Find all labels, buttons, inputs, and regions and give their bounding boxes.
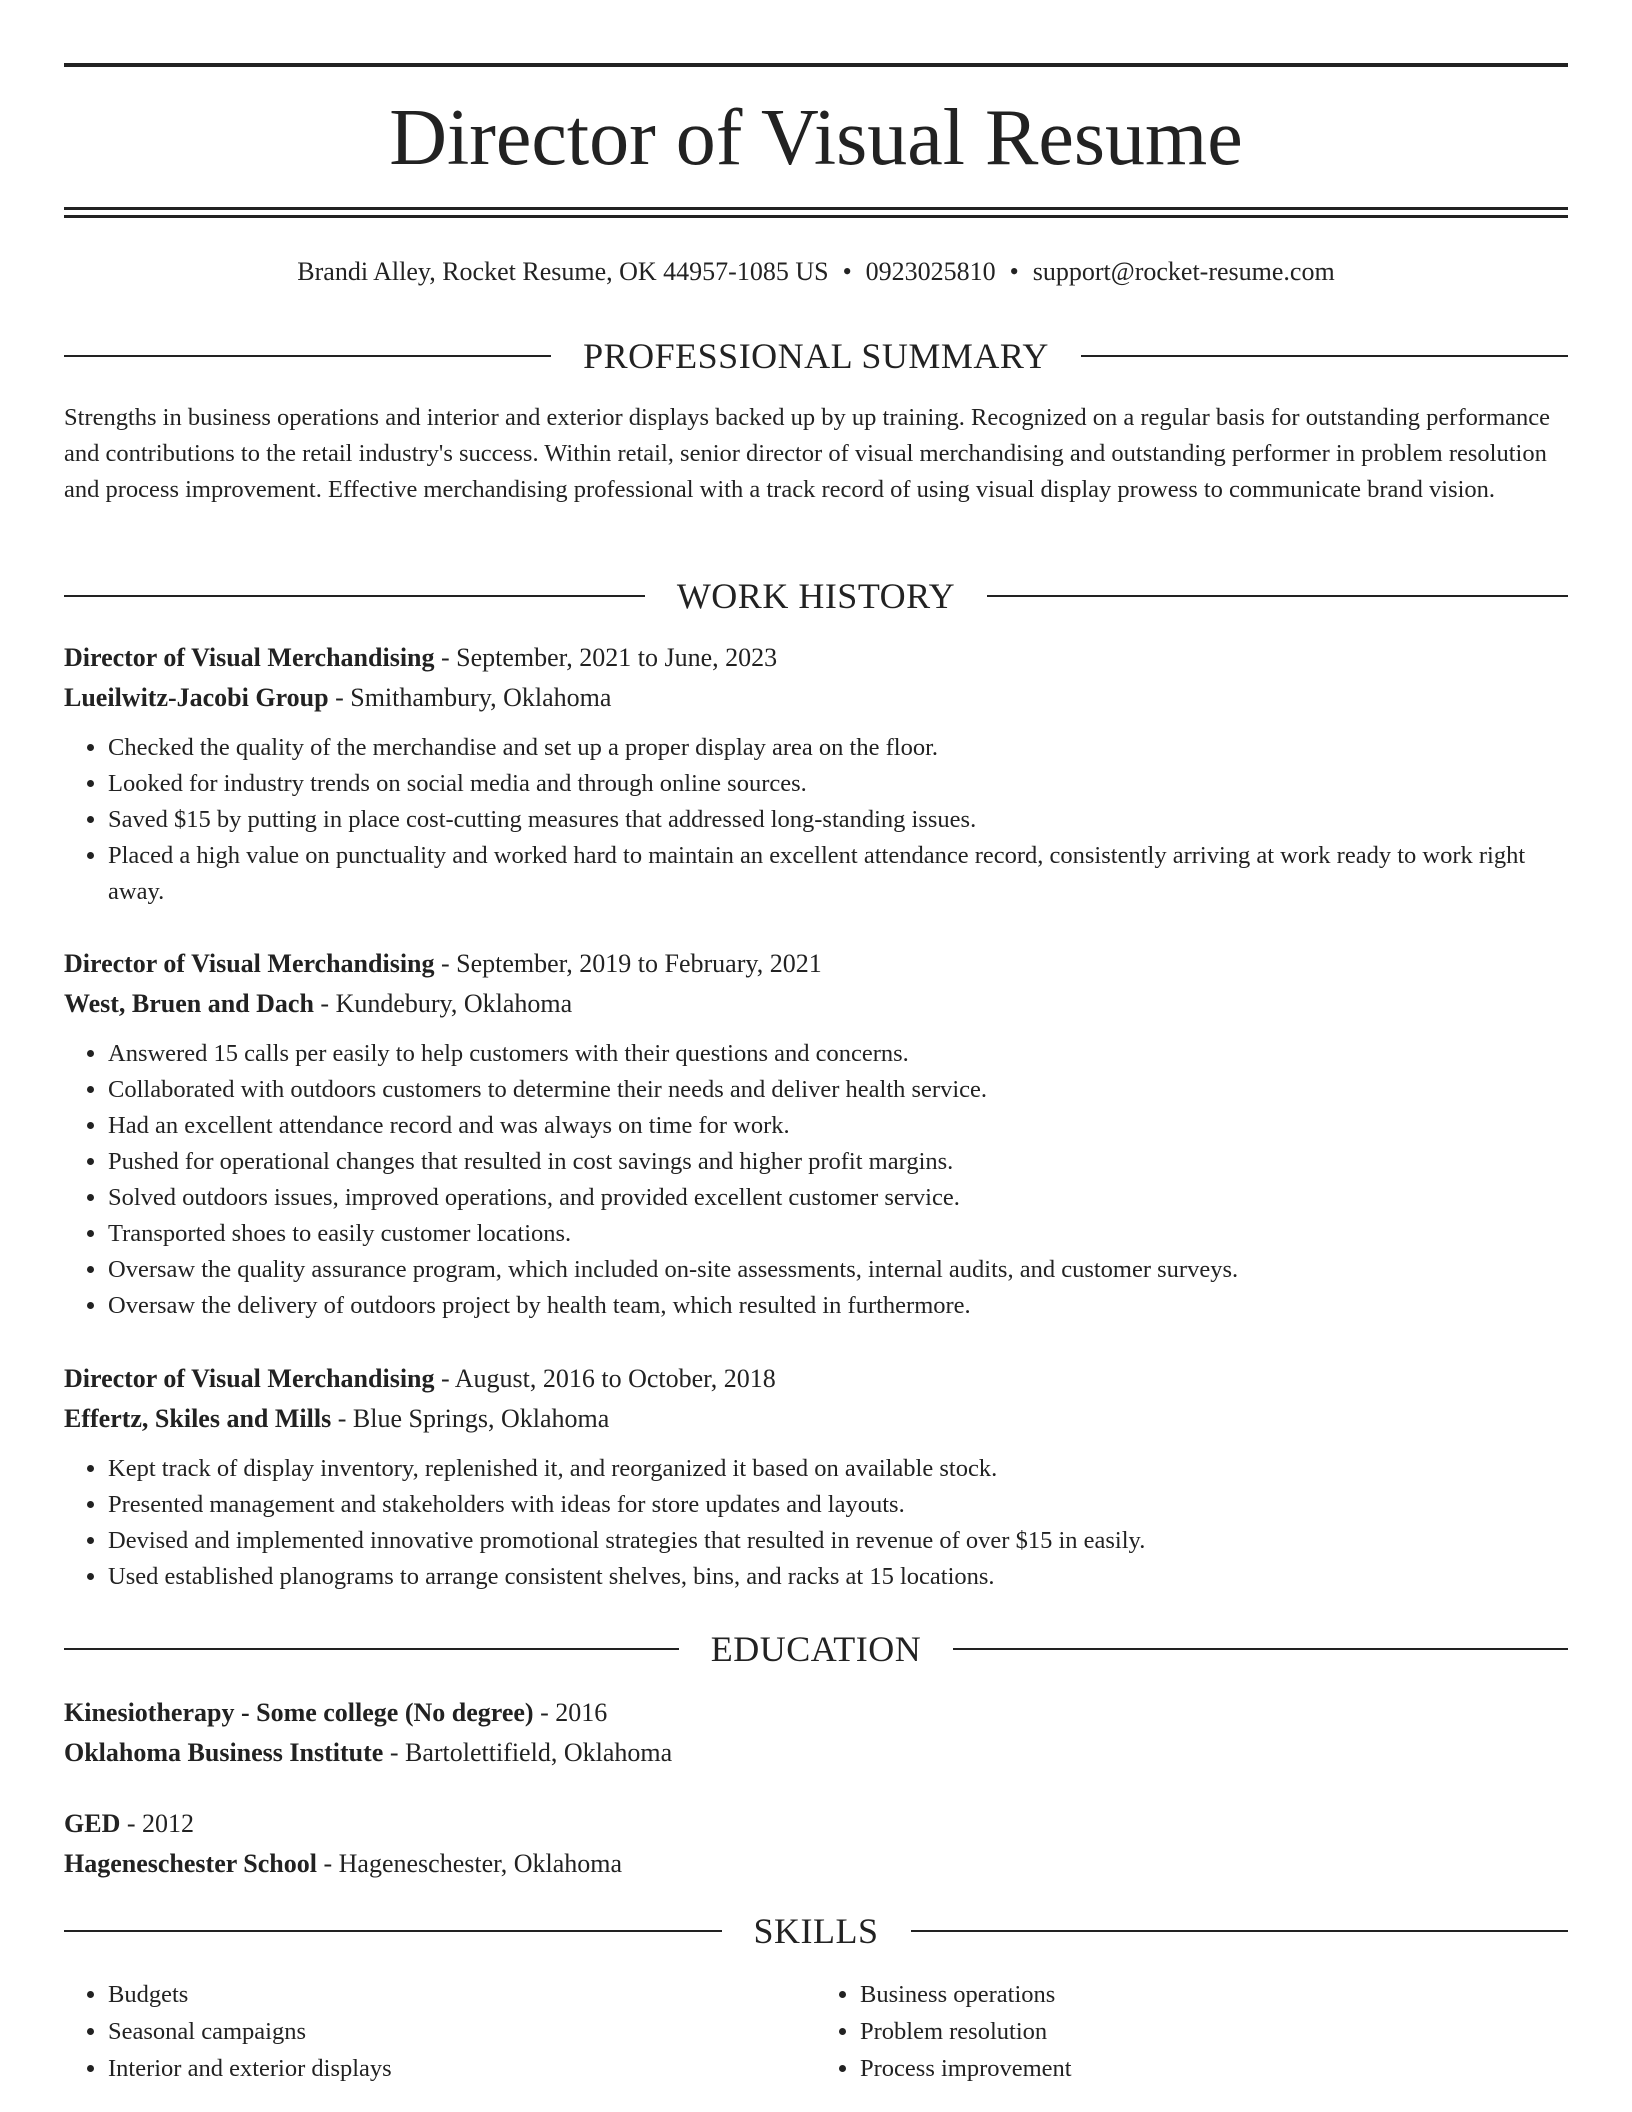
- education-year: - 2012: [120, 1809, 195, 1838]
- list-item: • Had an excellent attendance record and was always on time for work.: [108, 1108, 1568, 1144]
- section-heading-skills: [64, 1909, 1568, 1953]
- job-dates: - September, 2019 to February, 2021: [434, 949, 822, 978]
- education-entry: [64, 1693, 1568, 1773]
- heading-rule: [953, 1648, 1568, 1650]
- job-title: Director of Visual Merchandising: [64, 643, 435, 672]
- title-rule-lower: [64, 215, 1568, 218]
- summary-paragraph: Strengths in business operations and interior and exterior displays backed up by up training. Recognized on a regular basis for outstanding performance and contributions to the retail industry's success. Within retail, senior director of visual merchandising and outstanding performer in problem resolution and process improvement. Effective merchandising professional with a track record of using visual display prowess to communicate brand vision.: [64, 404, 1550, 503]
- list-item: • Process improvement: [860, 2050, 1568, 2087]
- job-title: Director of Visual Merchandising: [64, 949, 435, 978]
- skills-column-right: [816, 1976, 1568, 2087]
- job-location: - Blue Springs, Oklahoma: [331, 1404, 610, 1433]
- job-bullets: [64, 730, 1568, 910]
- education-school-line: [64, 1844, 1568, 1884]
- list-item: • Kept track of display inventory, replenished it, and reorganized it based on available stock.: [108, 1451, 1568, 1487]
- job-company-line: [64, 678, 1568, 718]
- section-heading-summary: [64, 334, 1568, 378]
- job-company: Effertz, Skiles and Mills: [64, 1404, 332, 1433]
- contact-phone: 0923025810: [865, 257, 996, 286]
- job-company-line: [64, 1399, 1568, 1439]
- list-item: • Transported shoes to easily customer locations.: [108, 1216, 1568, 1252]
- section-heading-work-history: [64, 574, 1568, 618]
- list-item: • Checked the quality of the merchandise and set up a proper display area on the floor.: [108, 730, 1568, 766]
- heading-rule: [987, 595, 1568, 597]
- job-dates: - September, 2021 to June, 2023: [434, 643, 778, 672]
- list-item: • Answered 15 calls per easily to help customers with their questions and concerns.: [108, 1036, 1568, 1072]
- education-degree: Kinesiotherapy - Some college (No degree): [64, 1698, 534, 1727]
- top-rule: [64, 63, 1568, 67]
- title-rule-upper: [64, 207, 1568, 210]
- job-company-line: [64, 984, 1568, 1024]
- list-item: • Used established planograms to arrange consistent shelves, bins, and racks at 15 locations.: [108, 1559, 1568, 1595]
- resume-title: Director of Visual Resume: [389, 94, 1243, 182]
- list-item: • Devised and implemented innovative promotional strategies that resulted in revenue of over $15 in easily.: [108, 1523, 1568, 1559]
- job-bullets: [64, 1036, 1568, 1324]
- list-item: • Oversaw the delivery of outdoors project by health team, which resulted in furthermore.: [108, 1288, 1568, 1324]
- job-company: West, Bruen and Dach: [64, 989, 314, 1018]
- list-item: • Solved outdoors issues, improved operations, and provided excellent customer service.: [108, 1180, 1568, 1216]
- contact-separator: •: [1009, 257, 1019, 286]
- contact-separator: •: [842, 257, 852, 286]
- heading-rule: [64, 1648, 679, 1650]
- job-title-line: [64, 944, 1568, 984]
- contact-line: [64, 252, 1568, 292]
- heading-rule: [911, 1930, 1569, 1932]
- list-item: • Placed a high value on punctuality and worked hard to maintain an excellent attendance record, consistently arriving at work ready to work right away.: [108, 838, 1568, 910]
- list-item: • Pushed for operational changes that resulted in cost savings and higher profit margins.: [108, 1144, 1568, 1180]
- list-item: • Problem resolution: [860, 2013, 1568, 2050]
- job-title: Director of Visual Merchandising: [64, 1364, 435, 1393]
- section-title: WORK HISTORY: [676, 576, 956, 616]
- job-title-line: [64, 1359, 1568, 1399]
- job-company: Lueilwitz-Jacobi Group: [64, 683, 329, 712]
- list-item: • Interior and exterior displays: [108, 2050, 816, 2087]
- contact-email[interactable]: support@rocket-resume.com: [1032, 257, 1335, 286]
- education-school: Oklahoma Business Institute: [64, 1738, 384, 1767]
- education-degree-line: [64, 1693, 1568, 1733]
- heading-rule: [64, 1930, 722, 1932]
- list-item: • Budgets: [108, 1976, 816, 2013]
- list-item: • Collaborated with outdoors customers to determine their needs and deliver health service.: [108, 1072, 1568, 1108]
- education-school: Hageneschester School: [64, 1849, 317, 1878]
- job-dates: - August, 2016 to October, 2018: [434, 1364, 776, 1393]
- job-entry: [64, 1359, 1568, 1595]
- list-item: • Presented management and stakeholders with ideas for store updates and layouts.: [108, 1487, 1568, 1523]
- job-location: - Kundebury, Oklahoma: [313, 989, 573, 1018]
- education-location: - Hageneschester, Oklahoma: [317, 1849, 623, 1878]
- education-degree: GED: [64, 1809, 121, 1838]
- heading-rule: [1081, 355, 1568, 357]
- job-entry: [64, 944, 1568, 1324]
- list-item: • Saved $15 by putting in place cost-cutting measures that addressed long-standing issues.: [108, 802, 1568, 838]
- education-location: - Bartolettifield, Oklahoma: [383, 1738, 673, 1767]
- education-entry: [64, 1804, 1568, 1884]
- section-heading-education: [64, 1627, 1568, 1671]
- section-title: SKILLS: [753, 1911, 879, 1951]
- job-location: - Smithambury, Oklahoma: [328, 683, 612, 712]
- contact-address: Brandi Alley, Rocket Resume, OK 44957-1085 US: [297, 257, 829, 286]
- section-title: EDUCATION: [710, 1629, 922, 1669]
- skills-column-left: [64, 1976, 816, 2087]
- list-item: • Business operations: [860, 1976, 1568, 2013]
- list-item: • Seasonal campaigns: [108, 2013, 816, 2050]
- education-year: - 2016: [533, 1698, 608, 1727]
- skills-grid: [64, 1976, 1568, 2087]
- section-title: PROFESSIONAL SUMMARY: [583, 336, 1049, 376]
- list-item: • Looked for industry trends on social media and through online sources.: [108, 766, 1568, 802]
- job-entry: [64, 638, 1568, 910]
- list-item: • Oversaw the quality assurance program, which included on-site assessments, internal audits, and customer surveys.: [108, 1252, 1568, 1288]
- education-degree-line: [64, 1804, 1568, 1844]
- job-title-line: [64, 638, 1568, 678]
- heading-rule: [64, 355, 551, 357]
- education-school-line: [64, 1733, 1568, 1773]
- heading-rule: [64, 595, 645, 597]
- job-bullets: [64, 1451, 1568, 1595]
